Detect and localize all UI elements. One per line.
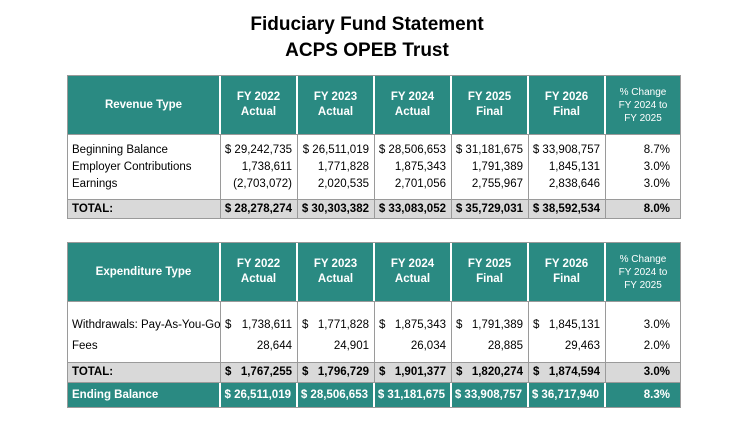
table-row: [68, 176, 680, 193]
cell-fy2024: 1,875,343: [375, 159, 452, 176]
header-pct-change: % Change FY 2024 to FY 2025: [618, 86, 668, 124]
row-label: Earnings: [68, 176, 221, 193]
ending-balance-row: [68, 382, 680, 407]
cell-fy2023: 24,901: [298, 336, 375, 357]
table-row: [68, 142, 680, 159]
cell-fy2023: $ 28,506,653: [298, 383, 375, 407]
cell-pct: 2.0%: [643, 340, 670, 352]
table-row: [68, 336, 680, 357]
cell-fy2025: 28,885: [452, 336, 529, 357]
cell-fy2025: $ 1,820,274: [452, 363, 529, 382]
row-label: Fees: [68, 336, 221, 357]
statement-subtitle: ACPS OPEB Trust: [285, 40, 449, 61]
cell-fy2026: 29,463: [529, 336, 606, 357]
spacer-row: [68, 135, 680, 142]
cell-fy2025: 2,755,967: [452, 176, 529, 193]
dollar-sign: $: [302, 319, 309, 331]
cell-fy2022: $ 29,242,735: [221, 142, 298, 159]
cell-fy2023: $ 1,796,729: [298, 363, 375, 382]
cell-fy2026: $ 38,592,534: [529, 200, 606, 218]
spacer-row: [68, 302, 680, 315]
cell-fy2024: $ 28,506,653: [375, 142, 452, 159]
cell-fy2026: 1,845,131: [529, 159, 606, 176]
cell-fy2023: 1,771,828: [298, 159, 375, 176]
header-fy2022: FY 2022 Actual: [221, 76, 298, 134]
total-row: [68, 362, 680, 382]
spacer-row: [68, 193, 680, 199]
cell-fy2026: $ 1,845,131: [529, 315, 606, 336]
cell-fy2025: $ 33,908,757: [452, 383, 529, 407]
dollar-sign: $: [379, 366, 386, 378]
header-pct-change: % Change FY 2024 to FY 2025: [618, 253, 668, 291]
cell-pct: 3.0%: [643, 178, 670, 190]
cell-fy2022: $ 1,767,255: [221, 363, 298, 382]
total-row: [68, 199, 680, 218]
cell-fy2022: $ 1,738,611: [221, 315, 298, 336]
header-fy2025: FY 2025 Final: [452, 76, 529, 134]
cell-fy2026: $ 1,874,594: [529, 363, 606, 382]
header-fy2026: FY 2026 Final: [529, 243, 606, 301]
header-expenditure-type: Expenditure Type: [68, 243, 221, 301]
header-fy2024: FY 2024 Actual: [375, 243, 452, 301]
cell-fy2022: (2,703,072): [221, 176, 298, 193]
cell-fy2022: 28,644: [221, 336, 298, 357]
cell-fy2023: 2,020,535: [298, 176, 375, 193]
header-fy2022: FY 2022 Actual: [221, 243, 298, 301]
expenditure-table: [67, 242, 681, 408]
spacer-row: [68, 357, 680, 362]
cell-fy2023: $ 30,303,382: [298, 200, 375, 218]
header-fy2023: FY 2023 Actual: [298, 76, 375, 134]
table-row: [68, 159, 680, 176]
cell-pct: 8.3%: [643, 389, 670, 401]
header-revenue-type: Revenue Type: [68, 76, 221, 134]
row-label: Employer Contributions: [68, 159, 221, 176]
cell-fy2025: 1,791,389: [452, 159, 529, 176]
cell-fy2024: 26,034: [375, 336, 452, 357]
header-fy2026: FY 2026 Final: [529, 76, 606, 134]
row-label: TOTAL:: [68, 363, 221, 382]
dollar-sign: $: [225, 366, 232, 378]
cell-fy2023: $ 1,771,828: [298, 315, 375, 336]
header-fy2025: FY 2025 Final: [452, 243, 529, 301]
cell-fy2025: $ 31,181,675: [452, 142, 529, 159]
cell-pct: 8.0%: [643, 203, 670, 215]
cell-fy2022: 1,738,611: [221, 159, 298, 176]
header-fy2023: FY 2023 Actual: [298, 243, 375, 301]
dollar-sign: $: [379, 319, 386, 331]
cell-fy2023: $ 26,511,019: [298, 142, 375, 159]
row-label: TOTAL:: [68, 200, 221, 218]
cell-pct: 3.0%: [643, 366, 670, 378]
cell-fy2024: $ 33,083,052: [375, 200, 452, 218]
cell-pct: 3.0%: [643, 319, 670, 331]
statement-title: Fiduciary Fund Statement: [250, 14, 484, 35]
row-label: Beginning Balance: [68, 142, 221, 159]
cell-fy2022: $ 26,511,019: [221, 383, 298, 407]
cell-fy2024: $ 31,181,675: [375, 383, 452, 407]
cell-fy2022: $ 28,278,274: [221, 200, 298, 218]
table-row: [68, 315, 680, 336]
cell-fy2024: 2,701,056: [375, 176, 452, 193]
cell-fy2025: $ 35,729,031: [452, 200, 529, 218]
dollar-sign: $: [456, 366, 463, 378]
cell-fy2024: $ 1,875,343: [375, 315, 452, 336]
row-label: Ending Balance: [68, 383, 221, 407]
cell-fy2024: $ 1,901,377: [375, 363, 452, 382]
cell-fy2026: $ 33,908,757: [529, 142, 606, 159]
dollar-sign: $: [533, 319, 540, 331]
dollar-sign: $: [533, 366, 540, 378]
cell-fy2026: 2,838,646: [529, 176, 606, 193]
expenditure-header-row: [68, 243, 680, 302]
dollar-sign: $: [225, 319, 232, 331]
revenue-header-row: [68, 76, 680, 135]
dollar-sign: $: [456, 319, 463, 331]
cell-fy2026: $ 36,717,940: [529, 383, 606, 407]
revenue-table: [67, 75, 681, 219]
dollar-sign: $: [302, 366, 309, 378]
cell-pct: 3.0%: [643, 161, 670, 173]
header-fy2024: FY 2024 Actual: [375, 76, 452, 134]
cell-fy2025: $ 1,791,389: [452, 315, 529, 336]
cell-pct: 8.7%: [643, 144, 670, 156]
row-label: Withdrawals: Pay-As-You-Go: [68, 315, 221, 336]
